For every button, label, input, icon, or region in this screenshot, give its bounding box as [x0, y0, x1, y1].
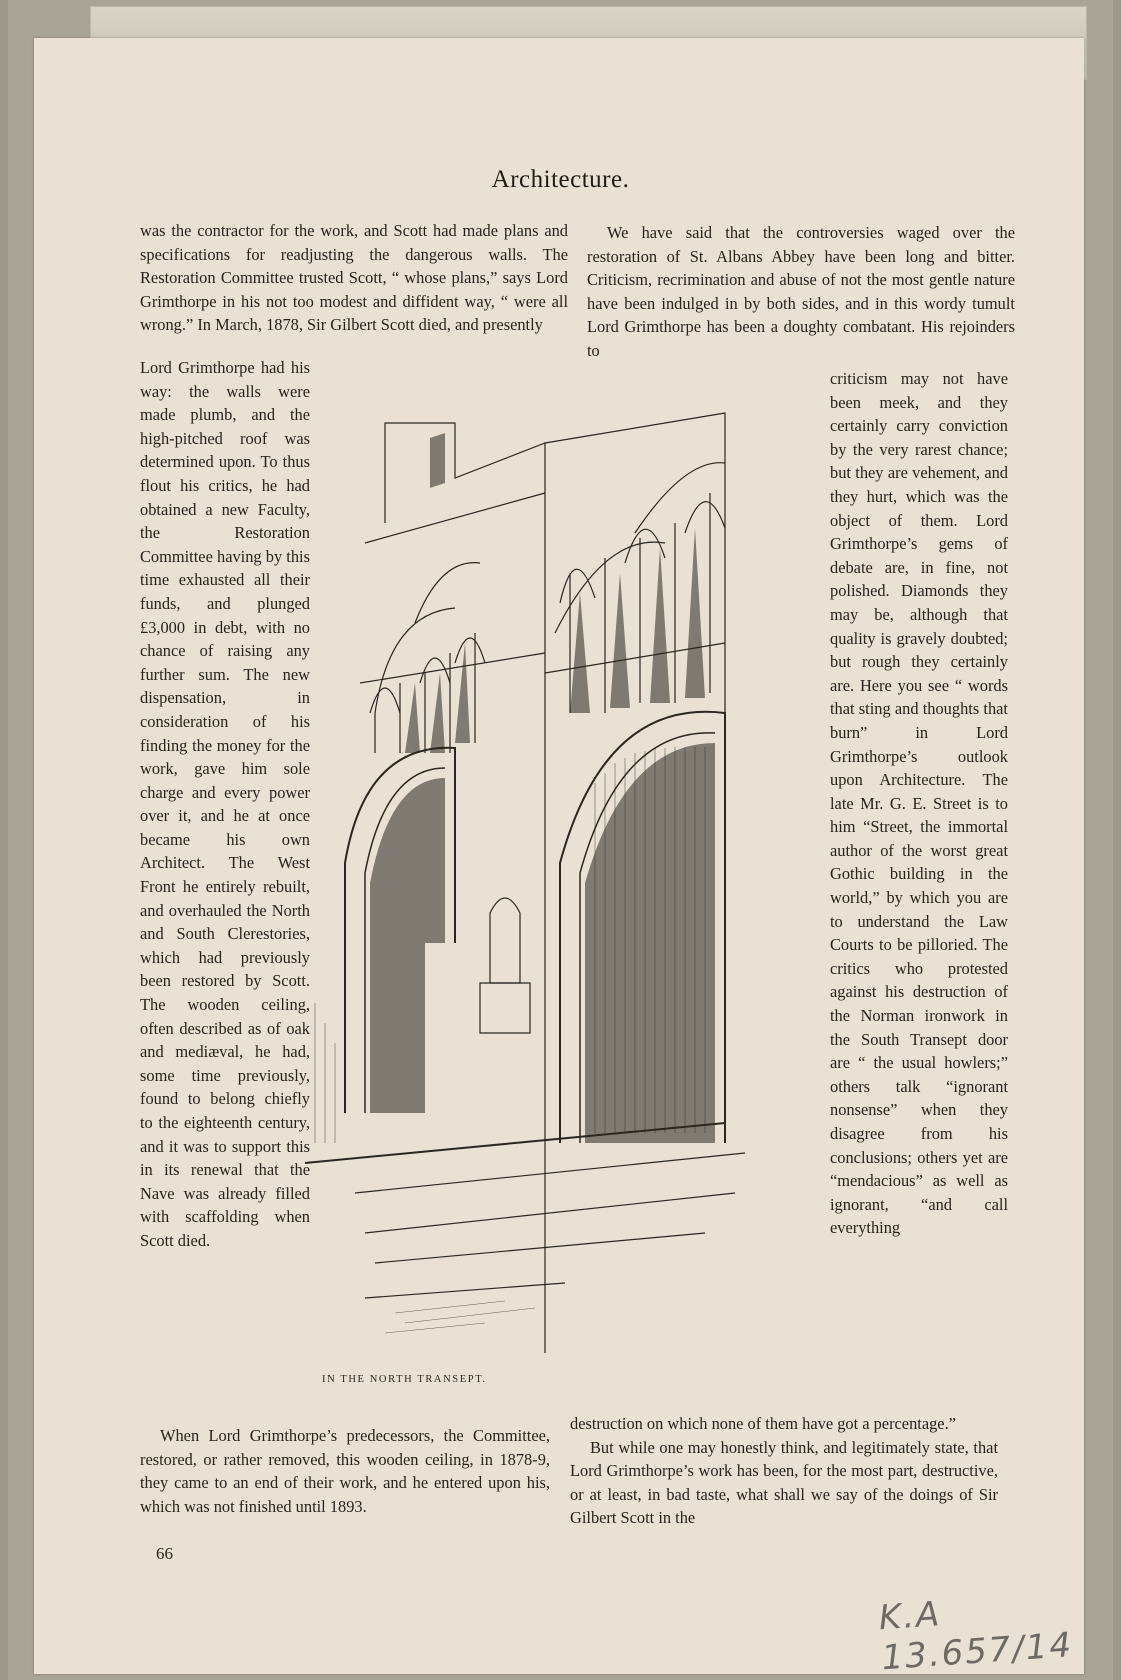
handwritten-accession-mark: K.A 13.657/14 [877, 1594, 1075, 1679]
right-paragraph-2: But while one may honestly think, and legitimately state, that Lord Grimthorpe’s work has been, for the most part, destructive, or at least, in bad taste, what shall we say of the doings of Sir Gilbert Scott in the [570, 1437, 998, 1528]
illustration-caption: IN THE NORTH TRANSEPT. [322, 1374, 487, 1385]
right-column-bottom [570, 1412, 998, 1530]
right-column-top [587, 221, 1015, 363]
left-column-narrow [140, 356, 310, 1253]
transept-engraving [305, 383, 825, 1368]
left-paragraph-1: was the contractor for the work, and Scott had made plans and specifications for readjusting the dangerous walls. The Restoration Committee trusted Scott, “ whose plans,” says Lord Grimthorpe in his not too modest and diffident way, “ were all wrong.” In March, 1878, Sir Gilbert Scott died, and presently [140, 221, 568, 335]
right-column-narrow [830, 367, 1008, 1240]
right-paragraph-1: We have said that the controversies waged over the restoration of St. Albans Abbey have been long and bitter. Criticism, recrimination and abuse of not the most gentle nature have been indulged in by both sides, and in this wordy tumult Lord Grimthorpe has been a doughty combatant. His rejoinders to [587, 223, 1015, 360]
left-column-top [140, 219, 568, 337]
left-column-bottom [140, 1424, 550, 1518]
right-paragraph-1-cont: criticism may not have been meek, and they certainly carry conviction by the very rarest chance; but they are vehement, and they hurt, which was the object of them. Lord Grimthorpe’s gems of debate are, in fine, not polished. Diamonds they may be, although that quality is gravely doubted; but rough they certainly are. Here you see “ words that sting and thoughts that burn” in Lord Grimthorpe’s outlook upon Architecture. The late Mr. G. E. Street is to him “Street, the immortal author of the worst great Gothic building in the world,” by which you are to understand the Law Courts to be pilloried. The critics who protested against his destruction of the Norman ironwork in the South Transept door are “ the usual howlers;” others talk “ignorant nonsense” when they disagree from his conclusions; others yet are “mendacious” as well as ignorant, “and call everything [830, 369, 1008, 1238]
right-paragraph-1-end: destruction on which none of them have got a percentage.” [570, 1414, 956, 1433]
page-number: 66 [156, 1544, 173, 1563]
page-title: Architecture. [491, 166, 630, 193]
left-paragraph-2: Lord Grimthorpe had his way: the walls were made plumb, and the high-pitched roof was determined upon. To thus flout his critics, he had obtained a new Faculty, the Restoration Committee having by this time exhausted all their funds, and plunged £3,000 in debt, with no chance of raising any further sum. The new dispensation, in consideration of his finding the money for the work, gave him sole charge and every power over it, and he at once became his own Architect. The West Front he entirely rebuilt, and overhauled the North and South Clerestories, which had previously been restored by Scott. The wooden ceiling, often described as of oak and mediæval, he had, some time previously, found to belong chiefly to the eighteenth century, and it was to support this in its renewal that the Nave was already filled with scaffolding when Scott died. [140, 358, 310, 1250]
left-paragraph-3: When Lord Grimthorpe’s predecessors, the Committee, restored, or rather removed, this wooden ceiling, in 1878-9, they came to an end of their work, and he entered upon his, which was not finished until 1893. [140, 1426, 550, 1516]
